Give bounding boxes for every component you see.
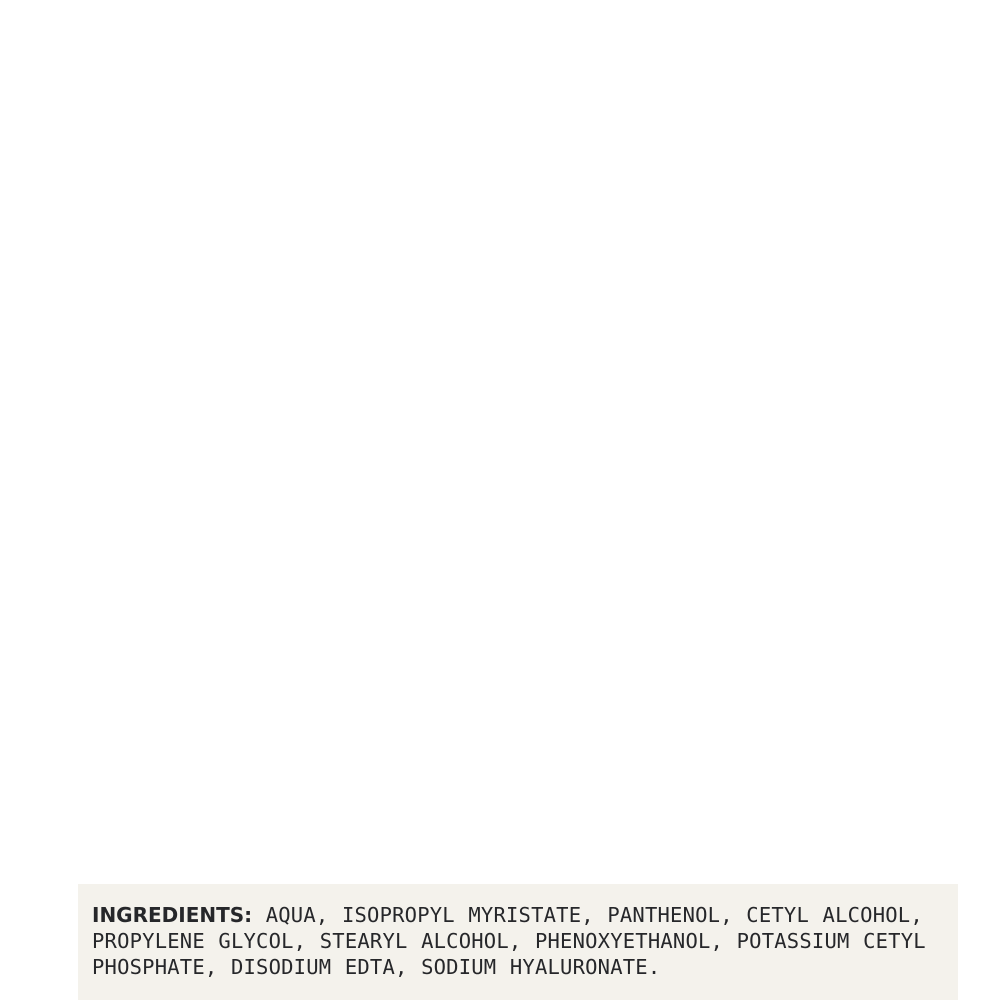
ingredients-block: [92, 902, 948, 980]
ingredients-list-text: AQUA, ISOPROPYL MYRISTATE, PANTHENOL, CETYL ALCOHOL, PROPYLENE GLYCOL, STEARYL ALCOHOL, PHENOXYETHANOL, POTASSIUM CETYL PHOSPHATE, DISODIUM EDTA, SODIUM HYALURONATE.: [92, 903, 940, 979]
ingredients-strip: [78, 884, 958, 1000]
ingredients-heading: INGREDIENTS:: [92, 903, 253, 927]
